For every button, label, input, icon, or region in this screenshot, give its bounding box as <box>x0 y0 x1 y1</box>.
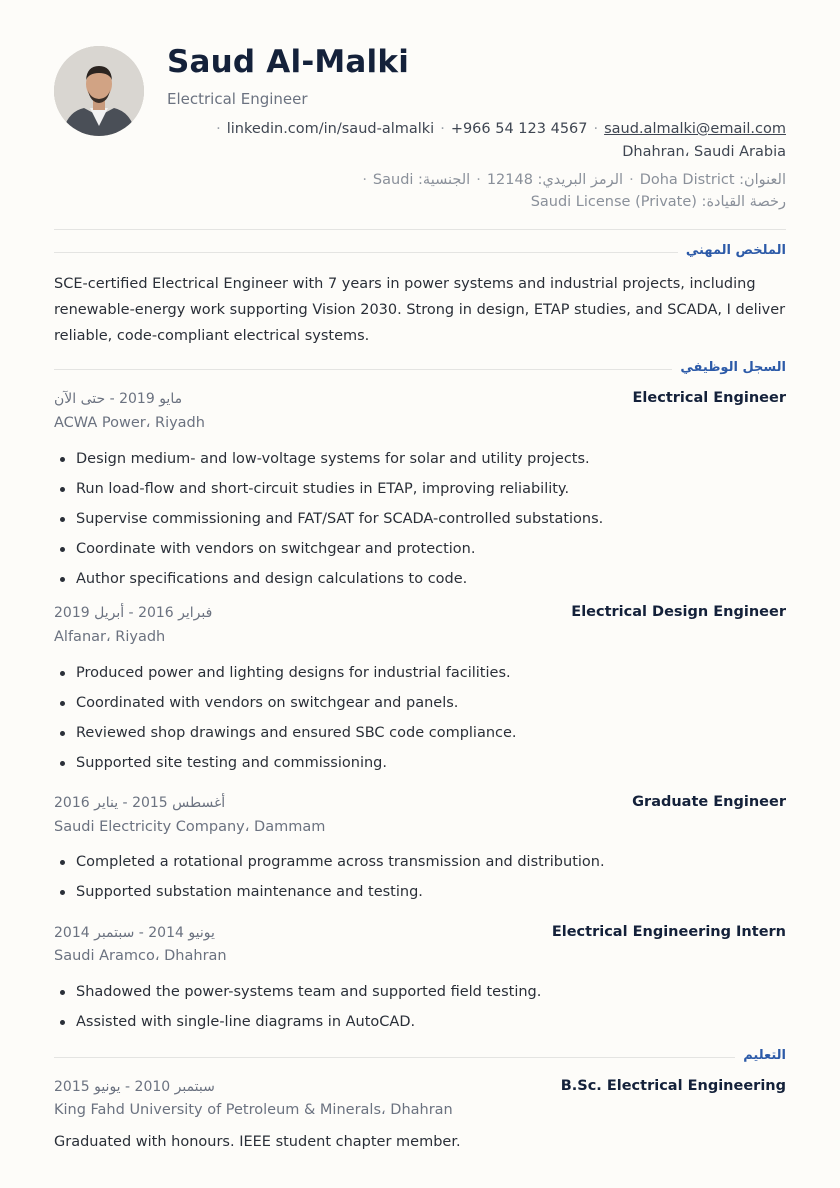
avatar-photo <box>54 46 144 136</box>
list-item: Shadowed the power-systems team and supported field testing. <box>54 982 786 1012</box>
list-item: Supported site testing and commissioning. <box>54 753 786 783</box>
job-dates: مايو 2019 - حتى الآن <box>54 391 183 407</box>
job-dates: أغسطس 2015 - يناير 2016 <box>54 795 226 811</box>
email-link[interactable]: saud.almalki@email.com <box>604 121 786 137</box>
linkedin-link[interactable]: linkedin.com/in/saud-almalki <box>226 121 435 137</box>
list-item: Supervise commissioning and FAT/SAT for SCADA-controlled substations. <box>54 509 786 539</box>
education-note: Graduated with honours. IEEE student chapter member. <box>54 1134 461 1150</box>
job-title: Electrical Engineering Intern <box>551 924 786 940</box>
degree-title: B.Sc. Electrical Engineering <box>560 1078 786 1094</box>
job-bullets <box>54 663 786 783</box>
job-title: Electrical Engineer <box>632 390 786 406</box>
contact-line-license <box>167 194 786 210</box>
summary-text: SCE-certified Electrical Engineer with 7 years in power systems and industrial projects, including renewable-energy work supporting Vision 2030. Strong in design, ETAP studies, and SCADA, I deliver reliable, code-compliant electrical systems. <box>54 276 786 344</box>
location: Dhahran، Saudi Arabia <box>622 144 786 160</box>
separator-dot: · <box>362 172 367 188</box>
separator-dot: · <box>216 121 221 137</box>
job-organization: Saudi Electricity Company، Dammam <box>54 819 326 835</box>
job-bullets <box>54 982 786 1042</box>
job-title: Electrical Design Engineer <box>571 604 786 620</box>
candidate-role: Electrical Engineer <box>167 90 308 108</box>
job-organization: Saudi Aramco، Dhahran <box>54 948 227 964</box>
job-organization: ACWA Power، Riyadh <box>54 415 205 431</box>
address: العنوان: Doha District <box>639 172 786 188</box>
phone-number: +966 54 123 4567 <box>450 121 588 137</box>
education-institution: King Fahd University of Petroleum & Minerals، Dhahran <box>54 1102 453 1118</box>
list-item: Reviewed shop drawings and ensured SBC code compliance. <box>54 723 786 753</box>
job-bullets <box>54 449 786 599</box>
candidate-name: Saud Al-Malki <box>167 44 410 80</box>
list-item: Run load-flow and short-circuit studies in ETAP, improving reliability. <box>54 479 786 509</box>
contact-line-primary <box>167 121 786 137</box>
section-divider <box>54 252 786 253</box>
job-organization: Alfanar، Riyadh <box>54 629 166 645</box>
separator-dot: · <box>476 172 481 188</box>
job-dates: فبراير 2016 - أبريل 2019 <box>54 605 213 621</box>
job-bullets <box>54 852 786 912</box>
list-item: Author specifications and design calculations to code. <box>54 569 786 599</box>
avatar <box>54 46 144 136</box>
list-item: Supported substation maintenance and testing. <box>54 882 786 912</box>
list-item: Design medium- and low-voltage systems for solar and utility projects. <box>54 449 786 479</box>
contact-line-personal <box>167 172 786 188</box>
header-divider <box>54 229 786 230</box>
education-dates: سبتمبر 2010 - يونيو 2015 <box>54 1079 215 1095</box>
education-heading: التعليم <box>735 1048 786 1063</box>
job-title: Graduate Engineer <box>632 794 786 810</box>
postal-code: الرمز البريدي: 12148 <box>486 172 624 188</box>
driving-license: رخصة القيادة: Saudi License (Private) <box>530 194 786 210</box>
separator-dot: · <box>440 121 445 137</box>
separator-dot: · <box>593 121 599 137</box>
experience-heading: السجل الوظيفي <box>672 360 786 375</box>
list-item: Produced power and lighting designs for industrial facilities. <box>54 663 786 693</box>
separator-dot: · <box>629 172 634 188</box>
list-item: Coordinated with vendors on switchgear and panels. <box>54 693 786 723</box>
job-dates: يونيو 2014 - سبتمبر 2014 <box>54 925 215 941</box>
list-item: Completed a rotational programme across transmission and distribution. <box>54 852 786 882</box>
list-item: Coordinate with vendors on switchgear and protection. <box>54 539 786 569</box>
section-divider <box>54 1057 786 1058</box>
summary-heading: الملخص المهني <box>678 243 786 258</box>
nationality: الجنسية: Saudi <box>372 172 471 188</box>
list-item: Assisted with single-line diagrams in AutoCAD. <box>54 1012 786 1042</box>
